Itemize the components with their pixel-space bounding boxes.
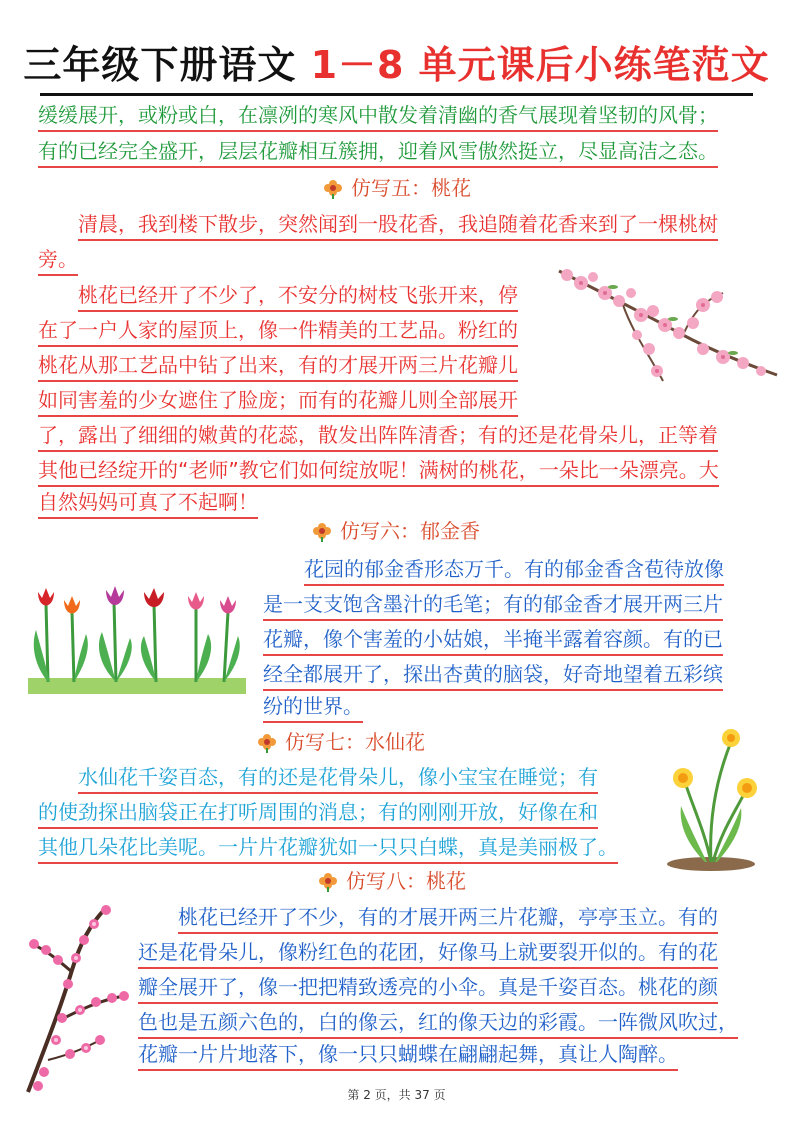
- s6-line-2: 是一支支饱含墨汁的毛笔；有的郁金香才展开两三片: [263, 590, 723, 621]
- section7-heading: [257, 728, 425, 756]
- flower-icon: [318, 872, 338, 892]
- section7-heading-text: 仿写七：水仙花: [285, 730, 425, 754]
- section5-heading: [323, 174, 471, 202]
- section5-heading-text: 仿写五：桃花: [351, 176, 471, 200]
- s8-line-5: 花瓣一片片地落下，像一只只蝴蝶在翩翩起舞，真让人陶醉。: [138, 1040, 678, 1071]
- s7-line-1: 水仙花千姿百态，有的还是花骨朵儿，像小宝宝在睡觉；有: [78, 763, 598, 794]
- s8-line-2: 还是花骨朵儿，像粉红色的花团，好像马上就要裂开似的。有的花: [138, 938, 718, 969]
- section6-heading-text: 仿写六：郁金香: [340, 519, 480, 543]
- s5-line-1: 清晨，我到楼下散步，突然闻到一股花香，我追随着花香来到了一棵桃树: [78, 210, 718, 241]
- s5-line-4: 在了一户人家的屋顶上，像一件精美的工艺品。粉红的: [38, 316, 518, 347]
- title-part-2: 1－8 单元课后小练笔范文: [310, 43, 770, 87]
- tulips-image: [28, 582, 246, 694]
- peach-blossom-image: [553, 253, 781, 403]
- flower-icon: [257, 733, 277, 753]
- daffodils-image: [655, 722, 767, 872]
- s6-line-5: 纷的世界。: [263, 692, 363, 723]
- s7-line-2: 的使劲探出脑袋正在打听周围的消息；有的刚刚开放，好像在和: [38, 798, 598, 829]
- s5-line-6: 如同害羞的少女遮住了脸庞；而有的花瓣儿则全部展开: [38, 386, 518, 417]
- s5-line-2: 旁。: [38, 245, 78, 276]
- s7-line-3: 其他几朵花比美呢。一片片花瓣犹如一只只白蝶，真是美丽极了。: [38, 833, 618, 864]
- s6-line-4: 经全都展开了，探出杏黄的脑袋，好奇地望着五彩缤: [263, 660, 723, 691]
- intro-line-1: 缓缓展开，或粉或白，在凛冽的寒风中散发着清幽的香气展现着坚韧的风骨；: [38, 101, 718, 132]
- section8-heading: [318, 867, 466, 895]
- section6-heading: [312, 517, 480, 545]
- flower-icon: [323, 179, 343, 199]
- s5-line-9: 自然妈妈可真了不起啊！: [38, 488, 258, 519]
- title-divider: [40, 93, 753, 96]
- s8-line-1: 桃花已经开了不少，有的才展开两三片花瓣，亭亭玉立。有的: [178, 903, 718, 934]
- page-footer: 第 2 页，共 37 页: [347, 1088, 446, 1102]
- page-title: [0, 40, 793, 90]
- s5-line-5: 桃花从那工艺品中钻了出来，有的才展开两三片花瓣儿: [38, 351, 518, 382]
- flower-icon: [312, 522, 332, 542]
- s5-line-7: 了，露出了细细的嫩黄的花蕊，散发出阵阵清香；有的还是花骨朵儿，正等着: [38, 421, 718, 452]
- title-part-1: 三年级下册语文: [23, 43, 297, 87]
- s5-line-8: 其他已经绽开的“老师”教它们如何绽放呢！满树的桃花，一朵比一朵漂亮。大: [38, 456, 719, 487]
- section8-heading-text: 仿写八：桃花: [346, 869, 466, 893]
- plum-blossom-image: [20, 900, 132, 1096]
- s8-line-3: 瓣全展开了，像一把把精致透亮的小伞。真是千姿百态。桃花的颜: [138, 973, 718, 1004]
- s8-line-4: 色也是五颜六色的，白的像云，红的像天边的彩霞。一阵微风吹过，: [138, 1008, 738, 1039]
- s5-line-3: 桃花已经开了不少了，不安分的树枝飞张开来，停: [78, 281, 518, 312]
- s6-line-3: 花瓣，像个害羞的小姑娘，半掩半露着容颜。有的已: [263, 625, 723, 656]
- intro-line-2: 有的已经完全盛开，层层花瓣相互簇拥，迎着风雪傲然挺立，尽显高洁之态。: [38, 137, 718, 168]
- s6-line-1: 花园的郁金香形态万千。有的郁金香含苞待放像: [304, 555, 724, 586]
